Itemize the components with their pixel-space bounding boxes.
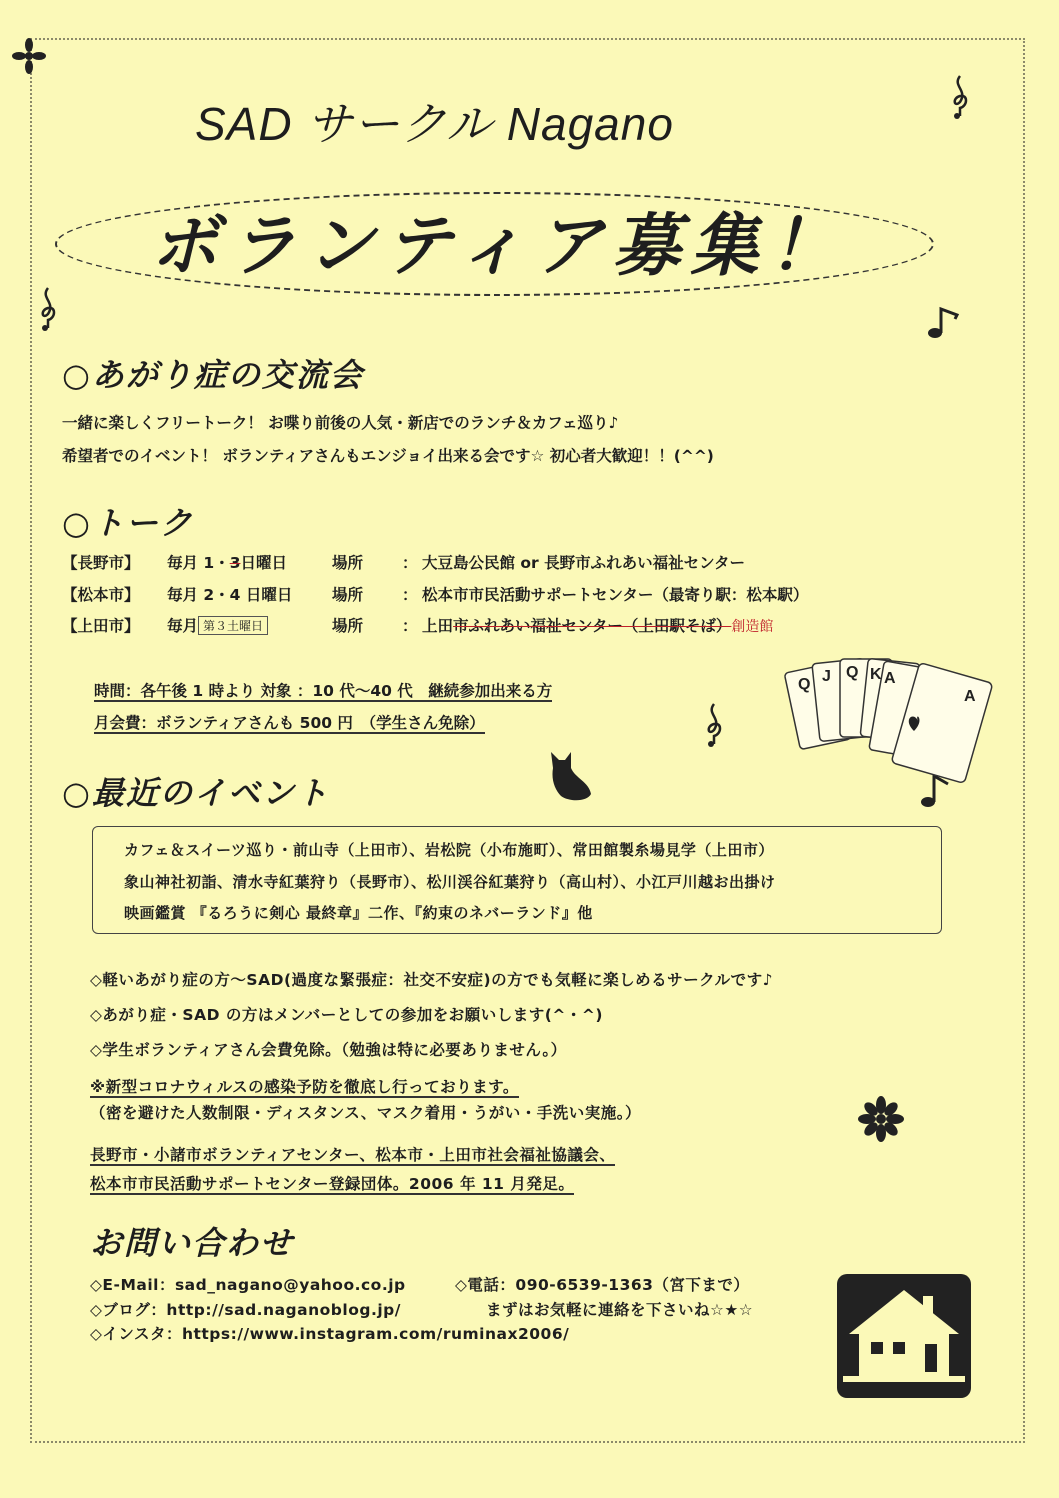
note-line: ◇軽いあがり症の方～SAD(過度な緊張症：社交不安症)の方でも気軽に楽しめるサークルです♪ (90, 971, 774, 989)
time-line: 時間：各午後 1 時より 対象 ：10 代～40 代 継続参加出来る方 (94, 682, 553, 700)
section-heading-talk: ○トーク (62, 504, 194, 542)
talk-place-new: 創造館 (731, 619, 774, 635)
covid-line: ※新型コロナウィルスの感染予防を徹底し行っております。 (90, 1078, 519, 1096)
exchange-line: 希望者でのイベント！ ボランティアさんもエンジョイ出来る会です☆ 初心者大歓迎！！(^^) (62, 447, 714, 465)
talk-day: 毎月 第３土曜日 (167, 614, 332, 636)
talk-row-nagano (62, 551, 745, 573)
talk-place-label: 場所 (332, 617, 364, 635)
talk-place-strike: 市ふれあい福祉センター（上田駅そば） (453, 617, 732, 635)
talk-place: 大豆島公民館 or 長野市ふれあい福祉センター (422, 554, 745, 572)
registration-line: 松本市市民活動サポートセンター登録団体。2006 年 11 月発足。 (90, 1175, 575, 1193)
talk-day: 毎月 1・3日曜日 (167, 554, 287, 572)
flower-icon (858, 1096, 904, 1142)
talk-day-strike: 3 (229, 554, 241, 572)
talk-row-matsumoto (62, 583, 808, 605)
talk-colon: ： (402, 586, 418, 604)
event-line: カフェ＆スイーツ巡り・前山寺（上田市）、岩松院（小布施町）、常田館製糸場見学（上田市） (124, 841, 774, 859)
flower-icon (14, 36, 44, 76)
section-heading-exchange: ○あがり症の交流会 (62, 356, 364, 394)
talk-day-stamp: 第３土曜日 (198, 616, 268, 635)
treble-clef-icon (948, 72, 972, 120)
treble-clef-icon (36, 284, 60, 332)
covid-line: （密を避けた人数制限・ディスタンス、マスク着用・うがい・手洗い実施。） (90, 1104, 642, 1122)
event-line: 映画鑑賞 『るろうに剣心 最終章』二作、『約束のネバーランド』他 (124, 904, 593, 922)
talk-colon: ： (402, 554, 418, 572)
talk-city: 【長野市】 (62, 554, 140, 572)
contact-note: まずはお気軽に連絡を下さいね☆★☆ (486, 1301, 754, 1319)
house-icon (835, 1272, 973, 1400)
contact-insta[interactable]: ◇インスタ：https://www.instagram.com/ruminax2006/ (90, 1325, 570, 1343)
talk-city: 【上田市】 (62, 617, 140, 635)
note-line: ◇あがり症・SAD の方はメンバーとしての参加をお願いします(^・^) (90, 1006, 603, 1024)
contact-blog[interactable]: ◇ブログ：http://sad.naganoblog.jp/ (90, 1301, 401, 1319)
registration-line: 長野市・小諸市ボランティアセンター、松本市・上田市社会福祉協議会、 (90, 1146, 616, 1164)
cat-icon (545, 748, 595, 803)
card-label: Q (846, 664, 859, 681)
talk-colon: ： (402, 617, 418, 635)
talk-place: 上田市ふれあい福祉センター（上田駅そば）創造館 (422, 614, 773, 636)
card-label: A (964, 688, 976, 705)
card-label: A (884, 670, 896, 687)
note-line: ◇学生ボランティアさん会費免除。（勉強は特に必要ありません。） (90, 1041, 567, 1059)
exchange-line: 一緒に楽しくフリートーク！ お喋り前後の人気・新店でのランチ＆カフェ巡り♪ (62, 414, 619, 432)
page-title: SAD サークル Nagano (195, 98, 674, 150)
card-label: J (822, 668, 831, 685)
talk-row-ueda (62, 614, 773, 636)
talk-place-label: 場所 (332, 586, 364, 604)
contact-email[interactable]: ◇E-Mail：sad_nagano@yahoo.co.jp (90, 1276, 406, 1294)
talk-place-label: 場所 (332, 554, 364, 572)
contact-phone[interactable]: ◇電話：090-6539-1363（宮下まで） (455, 1276, 750, 1294)
treble-clef-icon (702, 700, 726, 748)
music-note-icon (925, 305, 961, 341)
section-heading-events: ○最近のイベント (62, 774, 330, 812)
talk-city: 【松本市】 (62, 586, 140, 604)
card-label: Q (798, 676, 811, 693)
card-label: K (870, 666, 882, 683)
talk-day: 毎月 2・4 日曜日 (167, 586, 293, 604)
fee-line: 月会費：ボランティアさんも 500 円 （学生さん免除） (94, 714, 485, 732)
playing-cards-icon (786, 655, 991, 785)
headline: ボランティア募集！ (150, 207, 847, 286)
event-line: 象山神社初詣、清水寺紅葉狩り（長野市）、松川渓谷紅葉狩り（高山村）、小江戸川越お出掛け (124, 873, 776, 891)
contact-heading: お問い合わせ (90, 1224, 295, 1262)
talk-place: 松本市市民活動サポートセンター（最寄り駅：松本駅） (422, 586, 809, 604)
